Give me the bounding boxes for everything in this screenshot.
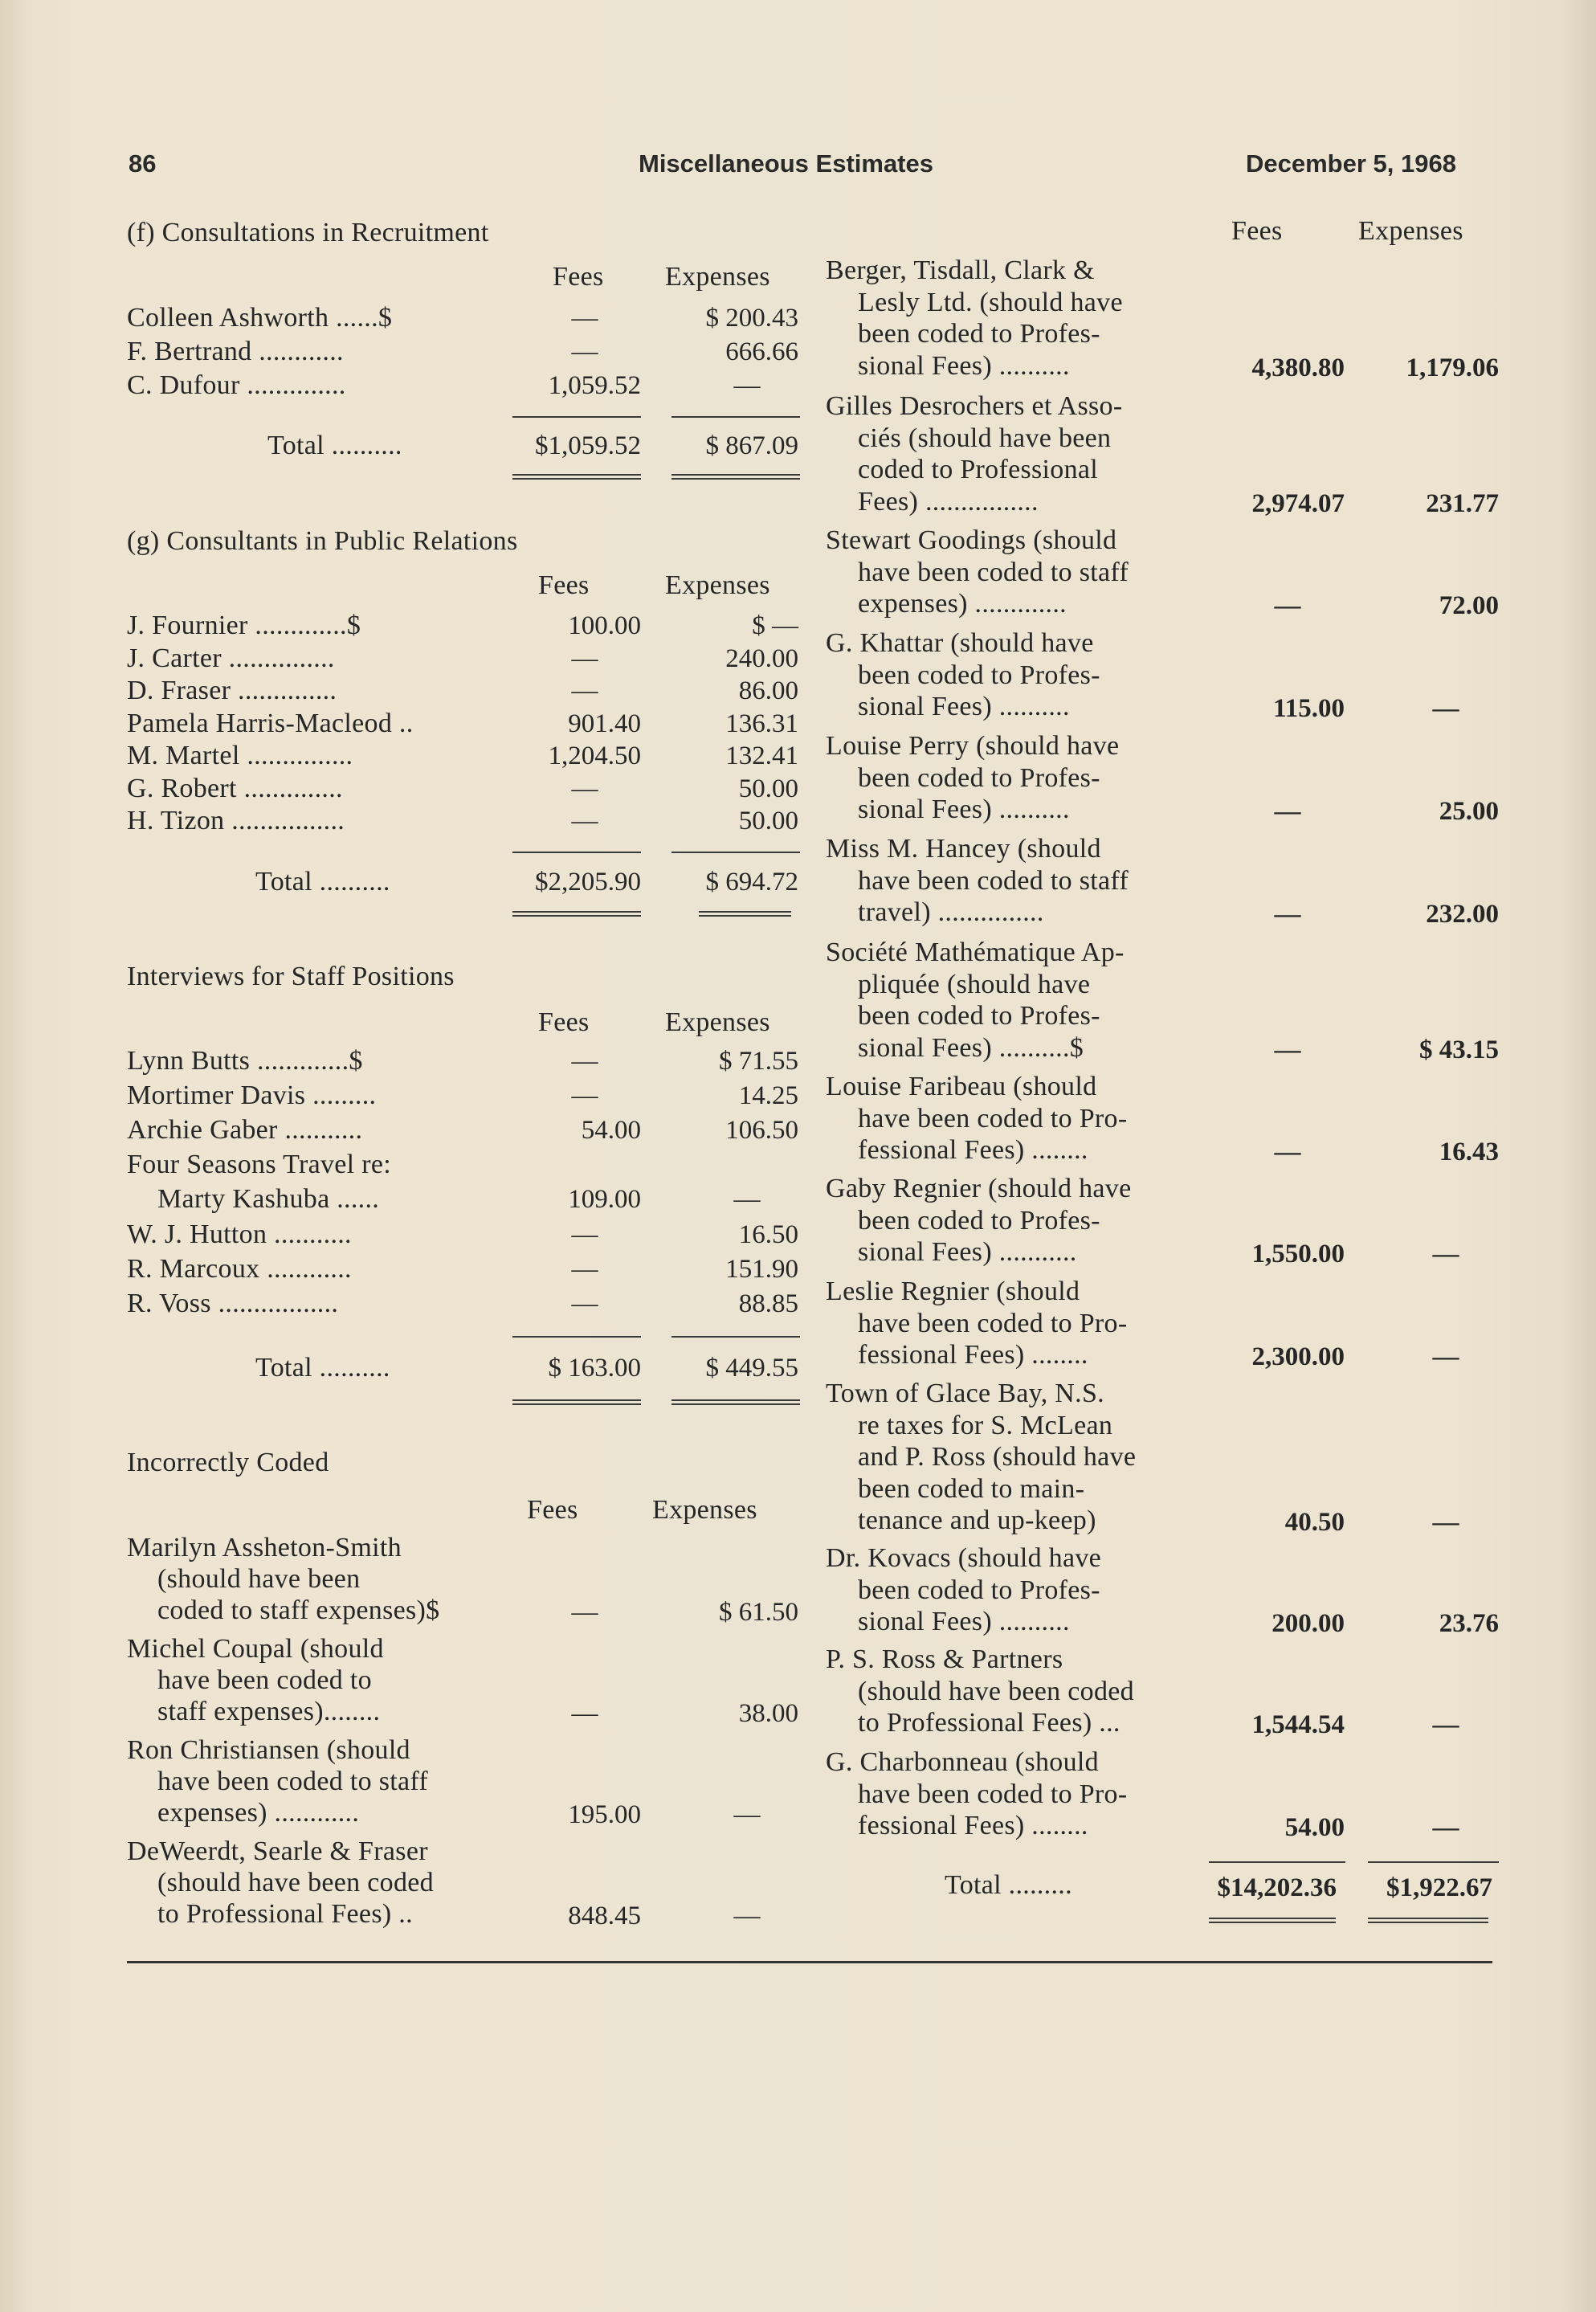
table-row-name: H. Tizon ................ <box>127 806 345 835</box>
total-rule <box>512 852 641 853</box>
table-row-expenses: 232.00 <box>1426 900 1499 929</box>
entry-text: have been coded to Pro- <box>858 1308 1128 1338</box>
page-date: December 5, 1968 <box>1246 149 1456 178</box>
table-row-expenses: 72.00 <box>1439 591 1499 620</box>
table-row-name: J. Carter ............... <box>127 643 335 673</box>
entry-text: have been coded to staff <box>858 865 1129 896</box>
entry-text: Louise Faribeau (should <box>826 1072 1097 1101</box>
table-row-name: Mortimer Davis ......... <box>127 1080 377 1110</box>
total-label: Total ......... <box>945 1870 1072 1900</box>
table-row-fees: 54.00 <box>1284 1813 1345 1842</box>
table-row-fees: — <box>571 807 598 835</box>
table-row-name: R. Marcoux ............ <box>127 1254 352 1284</box>
table-row-fees: 195.00 <box>568 1800 641 1829</box>
table-row-expenses: 231.77 <box>1426 488 1499 518</box>
table-row-expenses: 23.76 <box>1439 1609 1499 1638</box>
entry-text: fessional Fees) ........ <box>858 1135 1088 1165</box>
table-row-expenses: $ — <box>752 611 798 640</box>
table-row-fees: — <box>1274 900 1301 929</box>
total-fees: $14,202.36 <box>1217 1873 1337 1902</box>
total-double-rule <box>512 911 641 917</box>
entry-text: pliquée (should have <box>858 969 1091 999</box>
col-header-fees: Fees <box>527 1495 578 1525</box>
entry-text: have been coded to Pro- <box>858 1103 1128 1134</box>
entry-text: P. S. Ross & Partners <box>826 1644 1063 1674</box>
entry-text: G. Khattar (should have <box>826 628 1094 658</box>
total-rule <box>671 1336 800 1338</box>
table-row-fees: 115.00 <box>1273 694 1345 723</box>
total-rule <box>1368 1861 1499 1863</box>
entry-text: ciés (should have been <box>858 423 1112 453</box>
table-row-name: F. Bertrand ............ <box>127 337 344 366</box>
total-label: Total .......... <box>255 1353 390 1383</box>
entry-text: to Professional Fees) .. <box>157 1899 413 1929</box>
entry-text: DeWeerdt, Searle & Fraser <box>127 1836 428 1866</box>
table-row-fees: — <box>571 1047 598 1076</box>
entry-text: sional Fees) .......... <box>858 794 1070 824</box>
table-row-expenses: — <box>733 1185 761 1214</box>
bottom-rule <box>127 1961 1492 1963</box>
section-title: (g) Consultants in Public Relations <box>127 526 518 556</box>
table-row-expenses: 50.00 <box>738 807 798 835</box>
entry-text: have been coded to Pro- <box>858 1779 1128 1809</box>
table-row-expenses: 25.00 <box>1439 797 1499 826</box>
table-row-expenses: — <box>1432 1508 1459 1537</box>
table-row-name: Marty Kashuba ...... <box>157 1184 380 1214</box>
total-double-rule <box>699 911 791 917</box>
table-row-expenses: $ 61.50 <box>719 1598 798 1627</box>
entry-text: Dr. Kovacs (should have <box>826 1543 1102 1573</box>
entry-text: expenses) ............. <box>858 589 1067 619</box>
table-row-expenses: — <box>1432 1240 1459 1268</box>
entry-text: (should have been <box>157 1564 361 1594</box>
entry-text: been coded to Profes- <box>858 1575 1100 1605</box>
table-row-fees: 901.40 <box>568 709 641 738</box>
table-row-name: G. Robert .............. <box>127 773 343 803</box>
table-row-fees: 1,544.54 <box>1251 1710 1345 1739</box>
entry-text: Marilyn Assheton-Smith <box>127 1533 402 1562</box>
total-rule <box>512 416 641 418</box>
entry-text: fessional Fees) ........ <box>858 1340 1088 1370</box>
entry-text: sional Fees) ........... <box>858 1237 1077 1267</box>
entry-text: coded to Professional <box>858 455 1099 484</box>
table-row-expenses: 132.41 <box>725 741 798 770</box>
col-header-fees: Fees <box>538 570 590 600</box>
table-row-expenses: — <box>733 1901 761 1930</box>
total-expenses: $ 694.72 <box>705 868 798 897</box>
table-row-fees: — <box>571 774 598 803</box>
entry-text: been coded to Profes- <box>858 762 1100 793</box>
total-label: Total .......... <box>255 867 390 897</box>
entry-text: Louise Perry (should have <box>826 731 1120 761</box>
entry-text: been coded to Profes- <box>858 660 1100 690</box>
col-header-expenses: Expenses <box>665 570 770 600</box>
entry-text: re taxes for S. McLean <box>858 1410 1113 1440</box>
col-header-fees: Fees <box>1231 216 1283 246</box>
table-row-fees: — <box>1274 591 1301 620</box>
table-row-fees: — <box>1274 797 1301 826</box>
col-header-fees: Fees <box>553 262 604 292</box>
total-expenses: $ 867.09 <box>705 431 798 460</box>
table-row-fees: 4,380.80 <box>1251 353 1345 382</box>
table-row-expenses: — <box>1432 694 1459 723</box>
entry-text: to Professional Fees) ... <box>858 1708 1120 1738</box>
table-row-expenses: — <box>1432 1813 1459 1842</box>
table-row-fees: 2,300.00 <box>1251 1342 1345 1371</box>
section-title: (f) Consultations in Recruitment <box>127 218 489 247</box>
table-row-expenses: 106.50 <box>725 1116 798 1145</box>
entry-text: have been coded to <box>157 1665 372 1695</box>
table-row-expenses: 1,179.06 <box>1406 353 1499 382</box>
table-row-expenses: — <box>733 1800 761 1829</box>
total-double-rule <box>512 474 641 480</box>
table-row-fees: 109.00 <box>568 1185 641 1214</box>
table-row-fees: 100.00 <box>568 611 641 640</box>
entry-text: Société Mathématique Ap- <box>826 937 1125 967</box>
entry-text: Berger, Tisdall, Clark & <box>826 255 1095 285</box>
entry-text: (should have been coded <box>157 1868 434 1897</box>
entry-text: been coded to main- <box>858 1473 1085 1504</box>
section-title: Incorrectly Coded <box>127 1448 329 1477</box>
table-row-expenses: — <box>1432 1342 1459 1371</box>
entry-text: Ron Christiansen (should <box>127 1735 410 1765</box>
table-row-expenses: $ 200.43 <box>705 304 798 333</box>
total-rule <box>512 1336 641 1338</box>
total-expenses: $ 449.55 <box>705 1354 798 1383</box>
table-row-name: R. Voss ................. <box>127 1289 339 1318</box>
entry-text: Town of Glace Bay, N.S. <box>826 1379 1104 1408</box>
total-double-rule <box>671 474 800 480</box>
col-header-expenses: Expenses <box>665 1007 770 1037</box>
table-row-expenses: 666.66 <box>725 337 798 366</box>
entry-text: Fees) ................ <box>858 486 1039 517</box>
total-double-rule <box>512 1399 641 1405</box>
entry-text: sional Fees) .......... <box>858 692 1070 721</box>
table-row-fees: 1,550.00 <box>1251 1240 1345 1268</box>
table-row-name: Pamela Harris-Macleod .. <box>127 708 414 738</box>
table-row-fees: — <box>571 1699 598 1728</box>
table-row-expenses: $ 43.15 <box>1419 1035 1499 1064</box>
table-row-fees: 200.00 <box>1271 1609 1345 1638</box>
entry-text: been coded to Profes- <box>858 1001 1100 1031</box>
total-fees: $1,059.52 <box>535 431 641 460</box>
table-row-name: W. J. Hutton ........... <box>127 1219 352 1249</box>
table-row-expenses: 50.00 <box>738 774 798 803</box>
table-row-name: J. Fournier .............$ <box>127 611 361 640</box>
table-row-fees: 40.50 <box>1284 1508 1345 1537</box>
entry-text: sional Fees) .......... <box>858 350 1070 381</box>
entry-text: (should have been coded <box>858 1676 1134 1706</box>
table-row-expenses: 14.25 <box>738 1081 798 1110</box>
total-fees: $2,205.90 <box>535 868 641 897</box>
table-row-fees: — <box>571 643 598 673</box>
col-header-expenses: Expenses <box>652 1495 757 1525</box>
table-row-fees: 848.45 <box>568 1901 641 1930</box>
total-double-rule <box>1209 1918 1336 1923</box>
total-double-rule <box>1368 1918 1488 1923</box>
entry-text: sional Fees) .......... <box>858 1607 1070 1636</box>
table-row-fees: — <box>571 304 598 333</box>
total-rule <box>671 416 800 418</box>
table-row-fees: — <box>571 1220 598 1249</box>
total-fees: $ 163.00 <box>548 1354 641 1383</box>
table-row-fees: — <box>571 676 598 705</box>
table-row-expenses: 151.90 <box>725 1255 798 1284</box>
table-row-expenses: 16.50 <box>738 1220 798 1249</box>
page-number: 86 <box>129 149 157 178</box>
entry-text: Stewart Goodings (should <box>826 525 1117 555</box>
table-row-name: M. Martel ............... <box>127 741 353 770</box>
total-double-rule <box>671 1399 800 1405</box>
total-expenses: $1,922.67 <box>1386 1873 1492 1902</box>
entry-text: Miss M. Hancey (should <box>826 834 1101 864</box>
section-title: Interviews for Staff Positions <box>127 962 455 991</box>
table-row-fees: — <box>571 1598 598 1627</box>
table-row-fees: — <box>1274 1035 1301 1064</box>
table-row-fees: — <box>571 1289 598 1318</box>
col-header-fees: Fees <box>538 1007 590 1037</box>
entry-text: Gilles Desrochers et Asso- <box>826 391 1123 421</box>
table-row-name: Archie Gaber ........... <box>127 1115 363 1145</box>
total-rule <box>671 852 800 853</box>
entry-text: travel) ............... <box>858 897 1044 927</box>
entry-text: expenses) ............ <box>157 1798 360 1828</box>
table-row-fees: 1,059.52 <box>548 371 641 400</box>
table-row-fees: 1,204.50 <box>548 741 641 770</box>
entry-text: coded to staff expenses)$ <box>157 1595 440 1625</box>
entry-text: Leslie Regnier (should <box>826 1277 1080 1306</box>
table-row-fees: 54.00 <box>581 1116 641 1145</box>
entry-text: and P. Ross (should have <box>858 1442 1137 1472</box>
table-row-expenses: 240.00 <box>725 643 798 673</box>
entry-text: been coded to Profes- <box>858 1205 1100 1236</box>
table-row-fees: — <box>571 1081 598 1110</box>
total-rule <box>1209 1861 1345 1863</box>
table-row-name: Lynn Butts .............$ <box>127 1046 363 1076</box>
table-row-name: Colleen Ashworth ......$ <box>127 303 393 333</box>
table-row-fees: — <box>571 1255 598 1284</box>
table-row-expenses: 88.85 <box>738 1289 798 1318</box>
table-row-expenses: 86.00 <box>738 676 798 705</box>
entry-text: fessional Fees) ........ <box>858 1811 1088 1840</box>
entry-text: Gaby Regnier (should have <box>826 1174 1132 1203</box>
table-row-expenses: — <box>1432 1710 1459 1739</box>
table-row-expenses: $ 71.55 <box>719 1047 798 1076</box>
entry-text: have been coded to staff <box>157 1767 428 1796</box>
col-header-expenses: Expenses <box>665 262 770 292</box>
table-row-fees: — <box>571 337 598 366</box>
table-row-expenses: 136.31 <box>725 709 798 738</box>
table-row-fees: 2,974.07 <box>1251 488 1345 518</box>
table-row-expenses: — <box>733 371 761 400</box>
table-row-name: Four Seasons Travel re: <box>127 1150 391 1179</box>
total-label: Total .......... <box>267 431 402 460</box>
entry-text: staff expenses)........ <box>157 1697 381 1726</box>
entry-text: tenance and up-keep) <box>858 1505 1096 1535</box>
table-row-expenses: 38.00 <box>738 1699 798 1728</box>
entry-text: G. Charbonneau (should <box>826 1747 1099 1777</box>
entry-text: Lesly Ltd. (should have <box>858 287 1123 317</box>
table-row-name: D. Fraser .............. <box>127 676 337 705</box>
entry-text: Michel Coupal (should <box>127 1634 384 1664</box>
entry-text: been coded to Profes- <box>858 319 1100 349</box>
table-row-name: C. Dufour .............. <box>127 370 346 400</box>
page-edge-shadow <box>1564 0 1596 2312</box>
entry-text: have been coded to staff <box>858 557 1129 587</box>
page-title: Miscellaneous Estimates <box>639 149 933 178</box>
table-row-fees: — <box>1274 1138 1301 1166</box>
entry-text: sional Fees) ..........$ <box>858 1032 1084 1063</box>
table-row-expenses: 16.43 <box>1439 1138 1499 1166</box>
col-header-expenses: Expenses <box>1358 216 1463 246</box>
